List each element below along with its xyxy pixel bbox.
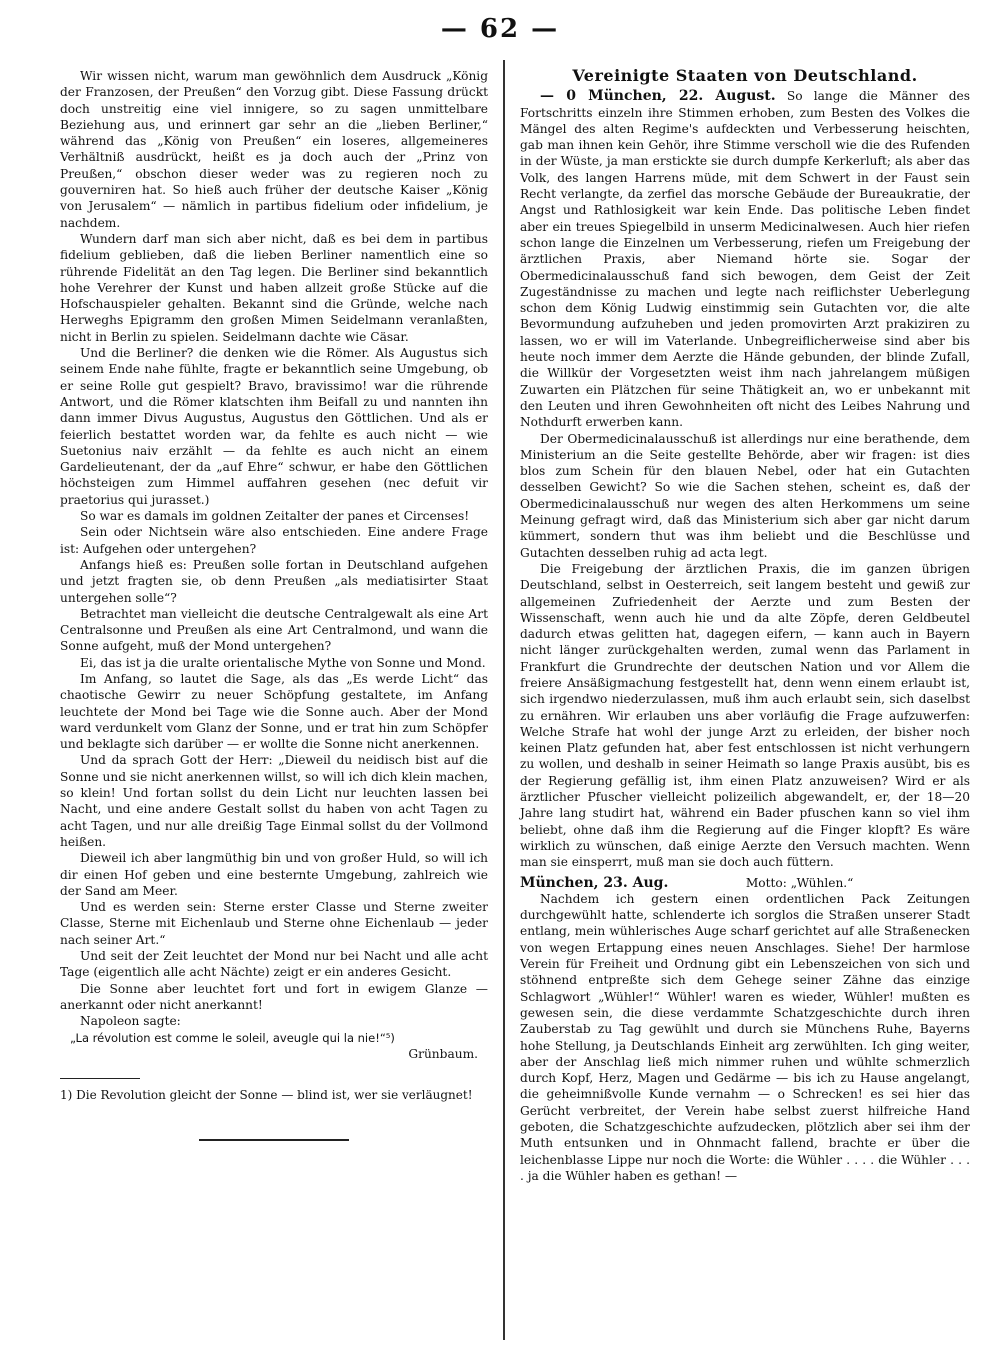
author-signature: Grünbaum.	[408, 1046, 478, 1061]
motto: Motto: „Wühlen.“	[745, 875, 854, 890]
paragraph: Nachdem ich gestern einen ordentlichen Pack Zeitungen durchgewühlt hatte, schlenderte ich sorglos die Straßen unserer Stadt entlang, mein wühlerisches Auge scharf gerichtet auf alle Straßenecken von wegen Ertappung eines neuen Anschlages. Siehe! Der harmlose Verein für Freiheit und Ordnung gibt ein Lebenszeichen von sich und stöhnend entpreßte sich dem Gehege seiner Zähne das einzige Schlagwort „Wühler!“ Wühler! waren es wieder, Wühler! mußten es gewesen sein, die diese verdammte Schatzgeschichte durch ihren Zauberstab zu Tag gewühlt und durch sie Münchens Ruhe, Bayerns hohe Stellung, ja Deutschlands Einheit arg zerwühlten. Ich ging weiter, aber der Anschlag ließ mich nimmer ruhen und wühlte schmerzlich durch Kopf, Herz, Magen und Gedärme — bis ich zu Hause angelangt, die geheimnißvolle Kunde vernahm — o Schrecken! es sei hier das Gerücht verbreitet, der Verein habe selbst zuerst hilfreiche Hand geboten, die Schatzgeschichte aufzudecken, plötzlich aber sei ihm der Muth entsunken und in Ohnmacht fallend, brachte er über die leichenblasse Lippe nur noch die Worte: die Wühler . . . . die Wühler . . . . ja die Wühler haben es gethan! —	[520, 891, 970, 1183]
paragraph: Napoleon sagte:	[80, 1014, 181, 1029]
paragraph: Und es werden sein: Sterne erster Classe und Sterne zweiter Classe, Sterne mit Eichenlaub und Sterne ohne Eichenlaub — jeder nach seiner Art.“	[60, 900, 488, 947]
footnote: 1) Die Revolution gleicht der Sonne — blind ist, wer sie verläugnet!	[60, 1088, 473, 1103]
paragraph: Betrachtet man vielleicht die deutsche Centralgewalt als eine Art Centralsonne und Preußen als eine Art Centralmond, und wann die Sonne aufgeht, muß der Mond untergehen?	[60, 606, 488, 654]
paragraph: Sein oder Nichtsein wäre also entschieden. Eine andere Frage ist: Aufgehen oder untergehen?	[60, 525, 488, 556]
paragraph: Und die Berliner? die denken wie die Römer. Als Augustus sich seinem Ende nahe fühlte, fragte er bekanntlich seine Umgebung, ob er seine Rolle gut gespielt? Bravo, bravissimo! war die rührende Antwort, und die Römer klatschten ihm Beifall zu und nannten ihn dann immer Divus Augustus, Augustus den Göttlichen. Und als er feierlich bestattet worden war, da fehlte es auch nicht — wie Suetonius naiv erzählt — da fehlte es auch nicht an einem Gardelieutenant, der da „auf Ehre“ schwur, er habe den Göttlichen höchsteigen zum Himmel auffahren gesehen (nec defuit vir praetorius qui jurasset.)	[60, 346, 488, 507]
paragraph: Die Freigebung der ärztlichen Praxis, die im ganzen übrigen Deutschland, selbst in Oesterreich, seit langem besteht und gewiß zur allgemeinen Zufriedenheit der Aerzte und zum Besten der Wissenschaft, wenn auch hie und da alte Zöpfe, deren Geldbeutel dadurch etwas gelitten hat, dagegen eifern, — kann auch in Bayern nicht länger zurückgehalten werden, zumal wenn das Parlament in Frankfurt die Grundrechte der deutschen Nation und vor Allem die freiere Ansäßigmachung festgestellt hat, denn wenn einem erlaubt ist, sich irgendwo niederzulassen, muß ihm auch erlaubt sein, sich daselbst zu ernähren. Wir erlauben uns aber vorläufig die Frage aufzuwerfen: Welche Strafe hat wohl der junge Arzt zu erleiden, der bisher noch keinen Platz gefunden hat, aber fest entschlossen ist nicht verhungern zu wollen, und deshalb in seiner Heimath so lange Praxis ausübt, bis es der Regierung gefällig ist, ihm einen Platz anzuweisen? Wird er als ärztlicher Pfuscher vielleicht polizeilich abgewandelt, er, der 18—20 Jahre lang studirt hat, während ein Bader pfuschen kann so viel ihm beliebt, ohne daß ihm die Regierung auf die Finger klopft? Es wäre wirklich zu wünschen, daß einige Aerzte den Versuch machten. Wenn man sie einsperrt, muß man sie doch auch füttern.	[520, 561, 970, 870]
column-divider	[503, 60, 505, 1340]
paragraph: Und da sprach Gott der Herr: „Dieweil du neidisch bist auf die Sonne und sie nicht anerkennen willst, so will ich dich klein machen, so klein! Und fortan sollst du dein Licht nur leuchten lassen bei Nacht, und eine andere Gestalt sollst du haben von acht Tagen zu acht Tagen, und nur alle dreißig Tage Einmal sollst du der Vollmond heißen.	[60, 753, 488, 849]
paragraph: Anfangs hieß es: Preußen solle fortan in Deutschland aufgehen und jetzt fragten sie, ob denn Preußen „als mediatisirter Staat untergehen solle“?	[60, 557, 488, 605]
article-header	[520, 875, 970, 891]
napoleon-quote: „La révolution est comme le soleil, aveugle qui la nie!“⁵)	[70, 1030, 395, 1045]
paragraph: So war es damals im goldnen Zeitalter der panes et Circenses!	[80, 509, 470, 524]
footnote-divider	[60, 1078, 140, 1079]
paragraph-text: So lange die Männer des Fortschritts einzeln ihre Stimmen erhoben, zum Besten des Volkes die Mängel des alten Regime's aufdeckten und Verbesserung heischten, gab man ihnen kein Gehör, ihre Stimme verscholl wie die des Rufenden in der Wüste, ja man erstickte sie durch dumpfe Kerkerluft; als aber das Volk, des langen Harrens müde, mit dem Schwert in der Faust sein Recht verlangte, da zerfiel das morsche Gebäude der Bureaukratie, der Angst und Rathlosigkeit war kein Ende. Das politische Leben findet aber ein treues Spiegelbild in unserm Medicinalwesen. Auch hier riefen schon lange die Einzelnen um Verbesserung, riefen um Freigebung der ärztlichen Praxis, aber Niemand hörte sie. Sogar der Obermedicinalausschuß fand sich bewogen, dem Geist der Zeit Zugeständnisse zu machen und legte nach reiflichster Ueberlegung schon dem König Ludwig einstimmig sein Gutachten vor, die alte Bevormundung aufzuheben und jeden promovirten Arzt prakiziren zu lassen, wo er will im Vaterlande. Unbegreiflicherweise sind aber bis heute noch immer dem Aerzte die Hände gebunden, der blinde Zufall, die Willkür der Vorgesetzten weist ihm nach jahrelangem müßigen Zuwarten ein Plätzchen für seine Thätigkeit an, wo er unbekannt mit den Leuten und ihren Gewohnheiten oft nicht des Leibes Nahrung und Nothdurft erwerben kann.	[520, 89, 971, 430]
end-rule	[199, 1139, 349, 1141]
dateline: München, 23. Aug.	[520, 874, 669, 891]
section-title: Vereinigte Staaten von Deutschland.	[572, 66, 918, 85]
paragraph: Im Anfang, so lautet die Sage, als das „Es werde Licht“ das chaotische Gewirr zu neuer Schöpfung gestaltete, im Anfang leuchtete der Mond bei Tage wie die Sonne auch. Aber der Mond ward verdunkelt vom Glanz der Sonne, und er trat hin zum Schöpfer und beklagte sich darüber — er wollte die Sonne nicht anerkennen.	[60, 671, 488, 752]
right-column	[520, 68, 970, 1184]
left-column	[60, 68, 488, 1141]
paragraph: Der Obermedicinalausschuß ist allerdings nur eine berathende, dem Ministerium an die Seite gestellte Behörde, aber wir fragen: ist dies blos zum Schein für den blauen Nebel, oder hat ein Gutachten desselben Gewicht? So wie die Sachen stehen, scheint es, daß der Obermedicinalausschuß nur wegen des alten Herkommens um seine Meinung gefragt wird, daß das Ministerium sich aber gar nicht darum kümmert, sondern thut was ihm beliebt und die Beschlüsse und Gutachten desselben ruhig ad acta legt.	[520, 431, 970, 560]
paragraph: Dieweil ich aber langmüthig bin und von großer Huld, so will ich dir einen Hof geben und eine besternte Umgebung, zahlreich wie der Sand am Meer.	[60, 851, 488, 898]
paragraph: Wundern darf man sich aber nicht, daß es bei dem in partibus fidelium geblieben, daß die lieben Berliner namentlich eine so rührende Fidelität an den Tag legen. Die Berliner sind bekanntlich hohe Verehrer der Kunst und haben allzeit große Stücke auf die Hofschauspieler gehalten. Bekannt sind die Gründe, welche nach Herweghs Epigramm den großen Mimen Seidelmann veranlaßten, nicht in Berlin zu spielen. Seidelmann dachte wie Cäsar.	[60, 231, 488, 344]
paragraph: Wir wissen nicht, warum man gewöhnlich dem Ausdruck „König der Franzosen, der Preußen“ den Vorzug gibt. Diese Fassung drückt doch unstreitig eine viel innigere, so zu sagen unmittelbare Beziehung aus, und erinnert gar sehr an die „lieben Berliner,“ während das „König von Preußen“ ein loseres, allgemeineres Verhältniß ausdrückt, heißt es ja doch auch der „Prinz von Preußen,“ obschon dieser weder was zu regieren noch zu gouverniren hat. So hieß auch früher der deutsche Kaiser „König von Jerusalem“ — nämlich in partibus fidelium oder infidelium, je nachdem.	[60, 69, 488, 230]
paragraph: Die Sonne aber leuchtet fort und fort in ewigem Glanze — anerkannt oder nicht anerkannt!	[60, 981, 488, 1012]
article-paragraph	[520, 88, 970, 430]
paragraph: Und seit der Zeit leuchtet der Mond nur bei Nacht und alle acht Tage (eigentlich alle acht Nächte) zeigt er ein anderes Gesicht.	[60, 949, 488, 980]
page-number: — 62 —	[440, 14, 560, 44]
dateline: — 0 München, 22. August.	[540, 88, 776, 105]
paragraph: Ei, das ist ja die uralte orientalische Mythe von Sonne und Mond.	[80, 655, 486, 670]
